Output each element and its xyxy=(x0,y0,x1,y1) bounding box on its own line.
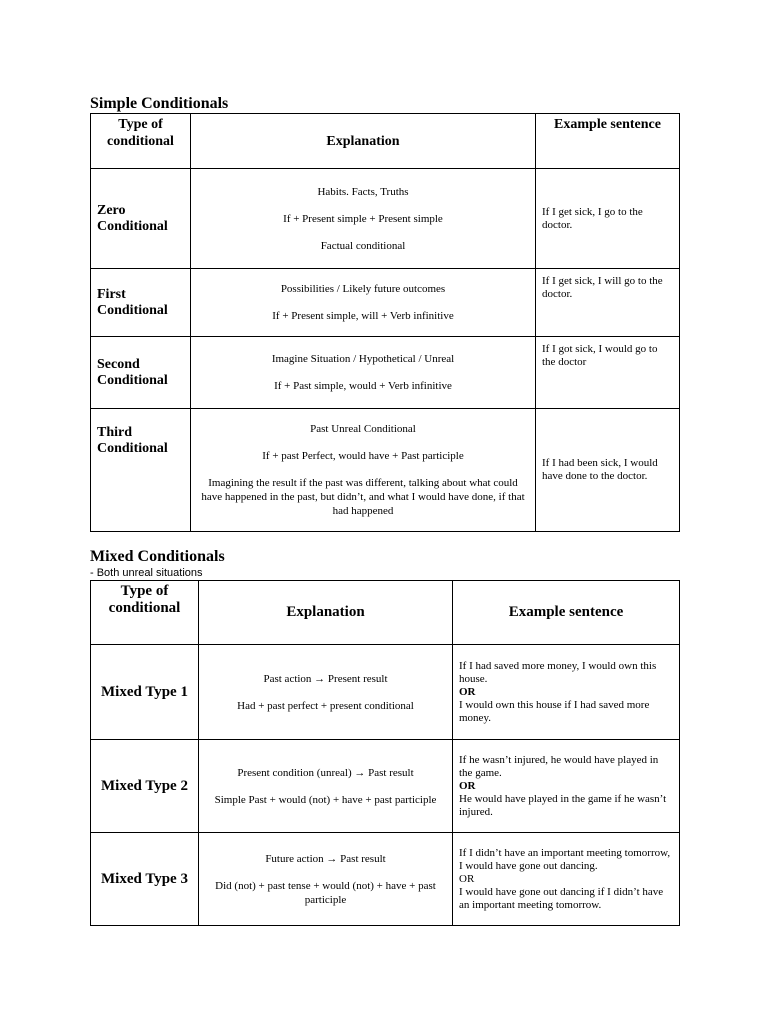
or-separator: OR xyxy=(459,872,475,885)
explanation-cell xyxy=(191,269,536,337)
example-cell xyxy=(453,833,680,926)
type-line: First xyxy=(97,286,126,302)
type-line: Conditional xyxy=(97,218,168,234)
table-header-row xyxy=(91,114,680,169)
mixed-type-label: Mixed Type 3 xyxy=(91,833,199,926)
explanation-cell xyxy=(191,409,536,532)
explanation-line: Did (not) + past tense + would (not) + have + past participle xyxy=(215,879,436,906)
conditional-type xyxy=(91,269,191,337)
type-line: Second xyxy=(97,356,140,372)
type-line: Conditional xyxy=(97,441,168,456)
explanation-cell xyxy=(199,833,453,926)
explanation-line: Imagine Situation / Hypothetical / Unreal xyxy=(271,353,455,365)
table-row xyxy=(91,169,680,269)
conditional-type xyxy=(91,169,191,269)
explanation-cell xyxy=(199,645,453,740)
header-type: Type of conditional xyxy=(91,581,199,645)
explanation-line: Present condition (unreal) → Past result xyxy=(237,766,414,779)
simple-conditionals-title: Simple Conditionals xyxy=(90,95,229,112)
example-cell xyxy=(453,740,680,833)
mixed-conditionals-subtitle: - Both unreal situations xyxy=(90,567,203,579)
example-sentence: If I had saved more money, I would own this house. xyxy=(459,659,657,685)
type-line: Conditional xyxy=(97,302,168,318)
header-explanation: Explanation xyxy=(199,581,453,645)
example-cell: If I had been sick, I would have done to the doctor. xyxy=(536,409,680,532)
table-row xyxy=(91,740,680,833)
explanation-line: Future action → Past result xyxy=(265,852,386,865)
type-line: Third xyxy=(97,425,133,440)
or-separator: OR xyxy=(459,779,476,792)
mixed-conditionals-table xyxy=(90,580,680,926)
conditional-type xyxy=(91,409,191,532)
table-row xyxy=(91,833,680,926)
table-row xyxy=(91,337,680,409)
explanation-cell xyxy=(191,169,536,269)
example-sentence: If he wasn’t injured, he would have played in the game. xyxy=(459,753,659,779)
header-example: Example sentence xyxy=(453,581,680,645)
example-cell: If I got sick, I would go to the doctor xyxy=(536,337,680,409)
header-example: Example sentence xyxy=(536,114,680,169)
table-row xyxy=(91,645,680,740)
mixed-type-label: Mixed Type 1 xyxy=(91,645,199,740)
mixed-conditionals-title: Mixed Conditionals xyxy=(90,548,225,565)
simple-conditionals-table xyxy=(90,113,680,532)
explanation-line: Had + past perfect + present conditional xyxy=(237,699,414,712)
explanation-line: Factual conditional xyxy=(320,239,406,252)
header-type: Type of conditional xyxy=(91,114,191,169)
explanation-cell xyxy=(191,337,536,409)
type-line: Zero xyxy=(97,202,126,218)
explanation-line: If + Past simple, would + Verb infinitive xyxy=(274,380,452,392)
explanation-line: Imagining the result if the past was different, talking about what could have happened in the past, but didn’t, and what I would have done, if that had happened xyxy=(201,477,525,517)
example-cell xyxy=(453,645,680,740)
example-cell: If I get sick, I go to the doctor. xyxy=(536,169,680,269)
explanation-line: If + Present simple, will + Verb infinitive xyxy=(272,310,454,322)
header-explanation: Explanation xyxy=(191,114,536,169)
example-cell: If I get sick, I will go to the doctor. xyxy=(536,269,680,337)
explanation-line: Habits. Facts, Truths xyxy=(317,185,409,198)
example-sentence: If I didn’t have an important meeting tomorrow, I would have gone out dancing. xyxy=(459,846,671,872)
explanation-line: Past Unreal Conditional xyxy=(310,423,416,435)
mixed-type-label: Mixed Type 2 xyxy=(91,740,199,833)
example-sentence: I would own this house if I had saved more money. xyxy=(459,698,650,724)
table-row xyxy=(91,409,680,532)
explanation-line: If + Present simple + Present simple xyxy=(283,212,443,225)
type-line: Conditional xyxy=(97,372,168,388)
explanation-line: Simple Past + would (not) + have + past participle xyxy=(214,793,437,806)
explanation-line: If + past Perfect, would have + Past participle xyxy=(262,450,464,462)
example-sentence: I would have gone out dancing if I didn’t have an important meeting tomorrow. xyxy=(459,885,664,911)
example-sentence: He would have played in the game if he wasn’t injured. xyxy=(459,792,667,818)
explanation-cell xyxy=(199,740,453,833)
explanation-line: Past action → Present result xyxy=(263,672,388,685)
explanation-line: Possibilities / Likely future outcomes xyxy=(280,283,446,295)
or-separator: OR xyxy=(459,685,476,698)
table-row xyxy=(91,269,680,337)
table-header-row xyxy=(91,581,680,645)
conditional-type xyxy=(91,337,191,409)
